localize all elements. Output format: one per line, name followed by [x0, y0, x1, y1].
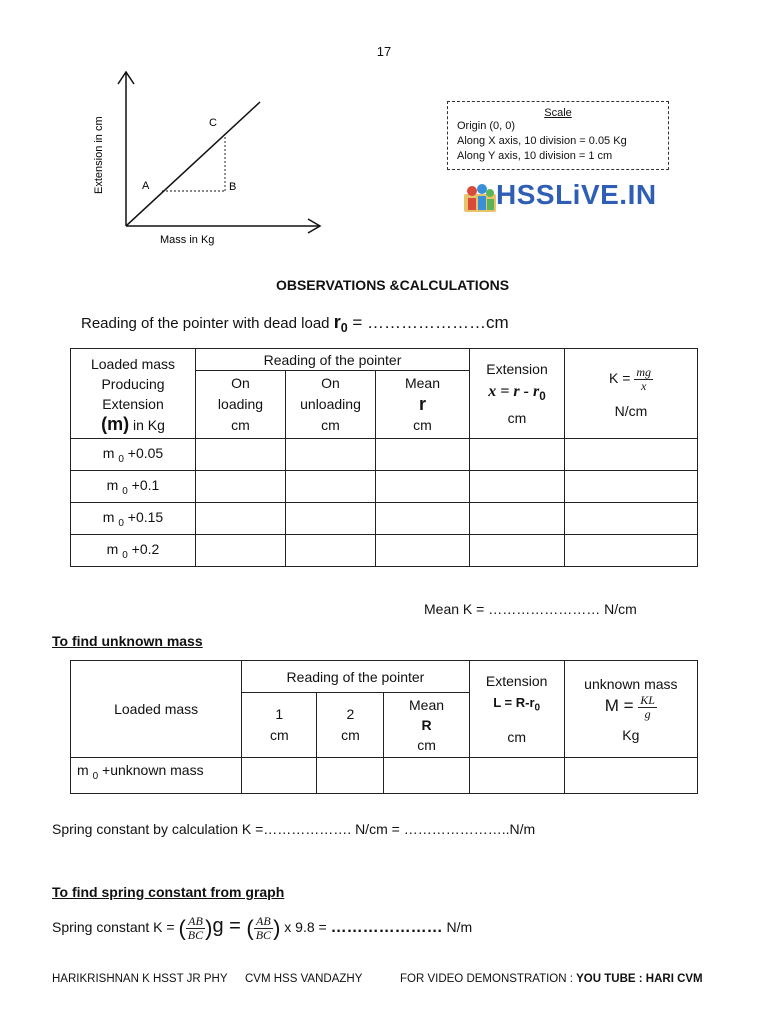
scale-title: Scale — [544, 107, 572, 119]
header-reading-1: 1 cm — [242, 693, 317, 758]
k-fraction: $\frac{mg}{x}$ — [636, 365, 651, 393]
point-b-label: B — [229, 181, 237, 193]
header-unknown-mass: unknown mass M = $\frac{KL}{g}$ Kg — [564, 661, 697, 758]
header-reading-2: 2 cm — [317, 693, 384, 758]
dead-load-line — [81, 312, 509, 335]
scale-box — [447, 101, 669, 170]
extension-mass-graph — [80, 62, 340, 252]
table-row — [71, 758, 698, 794]
hsslive-logo-text: HSSLiVE.IN — [496, 179, 657, 210]
header-loaded-mass: Loaded mass — [71, 661, 242, 758]
r0-symbol: r — [333, 312, 341, 332]
header-reading: Reading of the pointer — [242, 661, 469, 693]
footer-video: FOR VIDEO DEMONSTRATION : YOU TUBE : HARI CVM — [400, 973, 703, 985]
unknown-mass-table — [70, 660, 698, 794]
dead-load-suffix: = …………………cm — [347, 313, 509, 332]
mass-cell: m $_0$ +0.15 — [71, 503, 196, 535]
hsslive-logo-icon — [463, 182, 497, 214]
observation-table — [70, 348, 698, 567]
x-axis-label: Mass in Kg — [160, 234, 215, 246]
header-loaded-mass: Loaded mass Producing Extension (m) in Kg — [71, 349, 196, 439]
mass-cell: m $_0$ +0.05 — [71, 439, 196, 471]
ab-bc-fraction: $\frac{AB}{BC}$ — [255, 914, 272, 942]
point-c-label: C — [209, 117, 217, 129]
ab-bc-fraction: $\frac{AB}{BC}$ — [187, 914, 204, 942]
unknown-mass-heading: To find unknown mass — [52, 633, 203, 649]
r0-subscript: 0 — [340, 321, 348, 335]
mass-cell: m $_0$ +0.1 — [71, 471, 196, 503]
header-mean: Mean R cm — [384, 693, 469, 758]
header-on-unloading: On unloading cm — [286, 371, 376, 439]
footer-author: HARIKRISHNAN K HSST JR PHY — [52, 973, 228, 985]
scale-line: Along Y axis, 10 division = 1 cm — [457, 150, 613, 162]
table-row — [71, 503, 698, 535]
header-extension: Extension $x = r - r_0$ cm — [470, 349, 565, 439]
spring-graph-line: Spring constant K = ( $\frac{AB}{BC}$ )g = ( $\frac{AB}{BC}$ ) x 9.8 = ………………… N/m — [52, 914, 473, 942]
header-extension: Extension $L = R-r_0$ cm — [469, 661, 564, 758]
observations-heading: OBSERVATIONS &CALCULATIONS — [275, 277, 510, 293]
table-row — [71, 471, 698, 503]
page-number: 17 — [376, 44, 392, 59]
scale-line: Along X axis, 10 division = 0.05 Kg — [457, 135, 627, 147]
header-k: K = $\frac{mg}{x}$ N/cm — [565, 349, 698, 439]
spring-calc-line: Spring constant by calculation K =………………. N/cm = …………………..N/m — [52, 821, 536, 837]
header-mean: Mean r cm — [376, 371, 470, 439]
graph-section-heading: To find spring constant from graph — [52, 884, 285, 900]
scale-line: Origin (0, 0) — [457, 120, 516, 132]
table-row — [71, 439, 698, 471]
mean-k-line: Mean K = …………………… N/cm — [424, 601, 637, 617]
point-a-label: A — [142, 180, 150, 192]
y-axis-label: Extension in cm — [93, 116, 105, 194]
header-reading: Reading of the pointer — [196, 349, 470, 371]
table-row — [71, 535, 698, 567]
header-on-loading: On loading cm — [196, 371, 286, 439]
footer-school: CVM HSS VANDAZHY — [245, 973, 363, 985]
m-symbol: (m) — [101, 414, 130, 434]
dead-load-prefix: Reading of the pointer with dead load — [81, 315, 334, 332]
mass-cell: m $_0$ +unknown mass — [71, 758, 242, 794]
m-fraction: $\frac{KL}{g}$ — [640, 692, 655, 721]
mass-cell: m $_0$ +0.2 — [71, 535, 196, 567]
